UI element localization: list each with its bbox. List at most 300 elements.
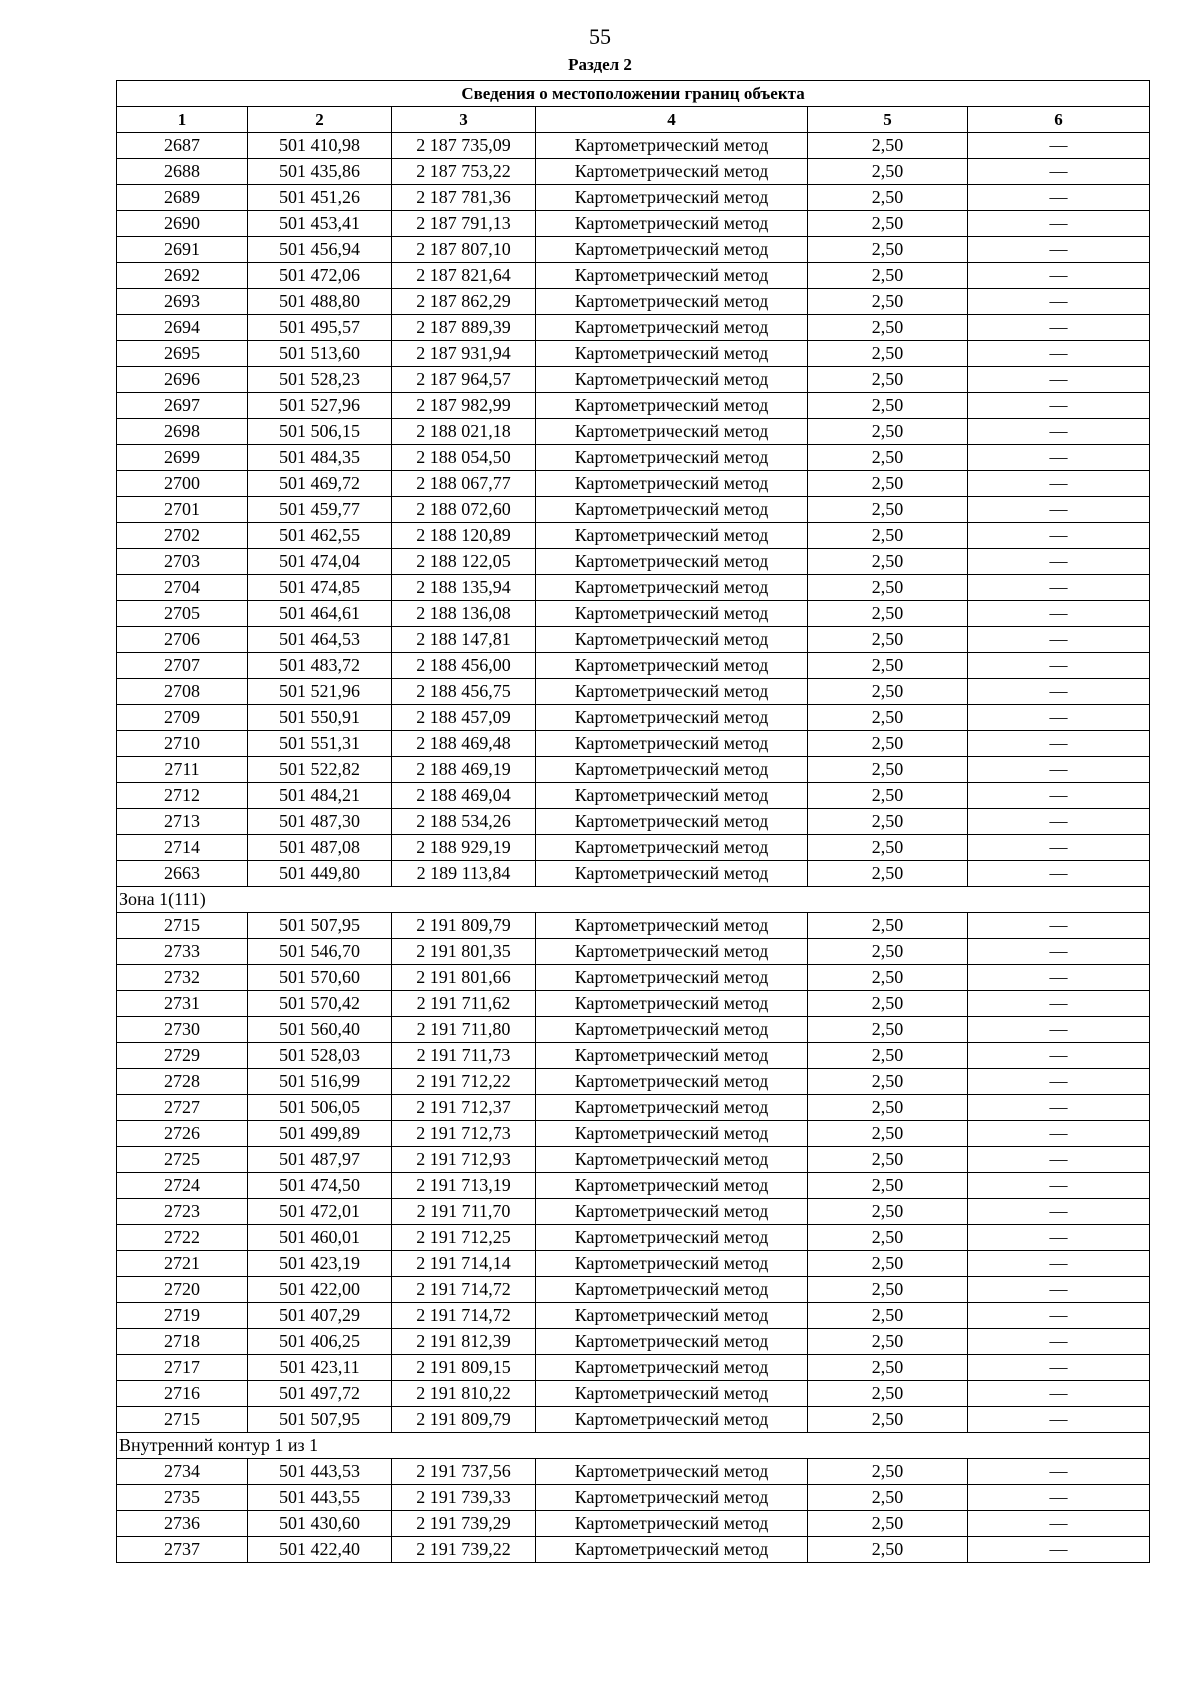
accuracy-cell: 2,50 — [808, 523, 968, 549]
description-cell: — — [968, 1511, 1150, 1537]
table-row — [117, 1017, 1150, 1043]
accuracy-cell: 2,50 — [808, 1173, 968, 1199]
method-cell: Картометрический метод — [536, 211, 808, 237]
x-coordinate-cell: 501 570,60 — [248, 965, 392, 991]
x-coordinate-cell: 501 499,89 — [248, 1121, 392, 1147]
table-row — [117, 1329, 1150, 1355]
y-coordinate-cell: 2 191 812,39 — [392, 1329, 536, 1355]
method-cell: Картометрический метод — [536, 1511, 808, 1537]
point-number-cell: 2723 — [117, 1199, 248, 1225]
table-row — [117, 1225, 1150, 1251]
table-row — [117, 367, 1150, 393]
description-cell: — — [968, 393, 1150, 419]
point-number-cell: 2695 — [117, 341, 248, 367]
y-coordinate-cell: 2 188 136,08 — [392, 601, 536, 627]
point-number-cell: 2710 — [117, 731, 248, 757]
column-header: 6 — [968, 107, 1150, 133]
method-cell: Картометрический метод — [536, 419, 808, 445]
method-cell: Картометрический метод — [536, 601, 808, 627]
x-coordinate-cell: 501 550,91 — [248, 705, 392, 731]
description-cell: — — [968, 1043, 1150, 1069]
description-cell: — — [968, 471, 1150, 497]
accuracy-cell: 2,50 — [808, 393, 968, 419]
accuracy-cell: 2,50 — [808, 1069, 968, 1095]
x-coordinate-cell: 501 497,72 — [248, 1381, 392, 1407]
table-row — [117, 159, 1150, 185]
table-row — [117, 757, 1150, 783]
description-cell: — — [968, 1381, 1150, 1407]
table-row — [117, 809, 1150, 835]
description-cell: — — [968, 783, 1150, 809]
description-cell: — — [968, 653, 1150, 679]
x-coordinate-cell: 501 551,31 — [248, 731, 392, 757]
method-cell: Картометрический метод — [536, 627, 808, 653]
x-coordinate-cell: 501 507,95 — [248, 913, 392, 939]
x-coordinate-cell: 501 560,40 — [248, 1017, 392, 1043]
column-header: 4 — [536, 107, 808, 133]
table-row — [117, 393, 1150, 419]
table-caption-row — [117, 81, 1150, 107]
x-coordinate-cell: 501 546,70 — [248, 939, 392, 965]
boundary-coordinates-table — [116, 80, 1150, 1563]
method-cell: Картометрический метод — [536, 1225, 808, 1251]
y-coordinate-cell: 2 188 021,18 — [392, 419, 536, 445]
table-body — [117, 133, 1150, 1563]
description-cell: — — [968, 263, 1150, 289]
accuracy-cell: 2,50 — [808, 965, 968, 991]
x-coordinate-cell: 501 453,41 — [248, 211, 392, 237]
x-coordinate-cell: 501 488,80 — [248, 289, 392, 315]
description-cell: — — [968, 1537, 1150, 1563]
y-coordinate-cell: 2 188 469,19 — [392, 757, 536, 783]
table-row — [117, 861, 1150, 887]
table-row — [117, 939, 1150, 965]
table-row — [117, 1407, 1150, 1433]
x-coordinate-cell: 501 422,40 — [248, 1537, 392, 1563]
y-coordinate-cell: 2 188 534,26 — [392, 809, 536, 835]
y-coordinate-cell: 2 191 810,22 — [392, 1381, 536, 1407]
table-row — [117, 289, 1150, 315]
zone-label-row — [117, 887, 1150, 913]
description-cell: — — [968, 497, 1150, 523]
x-coordinate-cell: 501 495,57 — [248, 315, 392, 341]
y-coordinate-cell: 2 188 122,05 — [392, 549, 536, 575]
table-row — [117, 549, 1150, 575]
y-coordinate-cell: 2 188 457,09 — [392, 705, 536, 731]
method-cell: Картометрический метод — [536, 1329, 808, 1355]
x-coordinate-cell: 501 570,42 — [248, 991, 392, 1017]
y-coordinate-cell: 2 191 711,73 — [392, 1043, 536, 1069]
point-number-cell: 2692 — [117, 263, 248, 289]
point-number-cell: 2694 — [117, 315, 248, 341]
y-coordinate-cell: 2 191 712,25 — [392, 1225, 536, 1251]
y-coordinate-cell: 2 187 821,64 — [392, 263, 536, 289]
description-cell: — — [968, 1407, 1150, 1433]
accuracy-cell: 2,50 — [808, 757, 968, 783]
y-coordinate-cell: 2 191 801,66 — [392, 965, 536, 991]
table-row — [117, 601, 1150, 627]
accuracy-cell: 2,50 — [808, 445, 968, 471]
method-cell: Картометрический метод — [536, 523, 808, 549]
point-number-cell: 2733 — [117, 939, 248, 965]
method-cell: Картометрический метод — [536, 809, 808, 835]
method-cell: Картометрический метод — [536, 1381, 808, 1407]
description-cell: — — [968, 627, 1150, 653]
description-cell: — — [968, 1225, 1150, 1251]
accuracy-cell: 2,50 — [808, 913, 968, 939]
method-cell: Картометрический метод — [536, 1407, 808, 1433]
method-cell: Картометрический метод — [536, 731, 808, 757]
point-number-cell: 2691 — [117, 237, 248, 263]
point-number-cell: 2704 — [117, 575, 248, 601]
point-number-cell: 2718 — [117, 1329, 248, 1355]
method-cell: Картометрический метод — [536, 757, 808, 783]
accuracy-cell: 2,50 — [808, 1407, 968, 1433]
description-cell: — — [968, 1355, 1150, 1381]
accuracy-cell: 2,50 — [808, 1147, 968, 1173]
table-row — [117, 653, 1150, 679]
point-number-cell: 2707 — [117, 653, 248, 679]
x-coordinate-cell: 501 464,61 — [248, 601, 392, 627]
method-cell: Картометрический метод — [536, 289, 808, 315]
description-cell: — — [968, 289, 1150, 315]
y-coordinate-cell: 2 188 456,75 — [392, 679, 536, 705]
y-coordinate-cell: 2 187 982,99 — [392, 393, 536, 419]
x-coordinate-cell: 501 528,03 — [248, 1043, 392, 1069]
table-row — [117, 185, 1150, 211]
point-number-cell: 2715 — [117, 913, 248, 939]
method-cell: Картометрический метод — [536, 393, 808, 419]
x-coordinate-cell: 501 522,82 — [248, 757, 392, 783]
y-coordinate-cell: 2 187 735,09 — [392, 133, 536, 159]
description-cell: — — [968, 679, 1150, 705]
description-cell: — — [968, 367, 1150, 393]
method-cell: Картометрический метод — [536, 939, 808, 965]
accuracy-cell: 2,50 — [808, 263, 968, 289]
point-number-cell: 2714 — [117, 835, 248, 861]
point-number-cell: 2708 — [117, 679, 248, 705]
y-coordinate-cell: 2 191 714,14 — [392, 1251, 536, 1277]
point-number-cell: 2716 — [117, 1381, 248, 1407]
x-coordinate-cell: 501 487,08 — [248, 835, 392, 861]
point-number-cell: 2721 — [117, 1251, 248, 1277]
description-cell: — — [968, 965, 1150, 991]
accuracy-cell: 2,50 — [808, 1095, 968, 1121]
description-cell: — — [968, 1017, 1150, 1043]
x-coordinate-cell: 501 407,29 — [248, 1303, 392, 1329]
method-cell: Картометрический метод — [536, 549, 808, 575]
page-number: 55 — [589, 24, 611, 49]
x-coordinate-cell: 501 487,97 — [248, 1147, 392, 1173]
method-cell: Картометрический метод — [536, 965, 808, 991]
point-number-cell: 2713 — [117, 809, 248, 835]
y-coordinate-cell: 2 188 067,77 — [392, 471, 536, 497]
point-number-cell: 2689 — [117, 185, 248, 211]
description-cell: — — [968, 1459, 1150, 1485]
point-number-cell: 2705 — [117, 601, 248, 627]
x-coordinate-cell: 501 406,25 — [248, 1329, 392, 1355]
table-row — [117, 1355, 1150, 1381]
method-cell: Картометрический метод — [536, 575, 808, 601]
accuracy-cell: 2,50 — [808, 1303, 968, 1329]
y-coordinate-cell: 2 187 889,39 — [392, 315, 536, 341]
accuracy-cell: 2,50 — [808, 731, 968, 757]
x-coordinate-cell: 501 422,00 — [248, 1277, 392, 1303]
point-number-cell: 2706 — [117, 627, 248, 653]
point-number-cell: 2709 — [117, 705, 248, 731]
x-coordinate-cell: 501 464,53 — [248, 627, 392, 653]
point-number-cell: 2690 — [117, 211, 248, 237]
y-coordinate-cell: 2 188 072,60 — [392, 497, 536, 523]
table-row — [117, 575, 1150, 601]
y-coordinate-cell: 2 191 712,73 — [392, 1121, 536, 1147]
point-number-cell: 2727 — [117, 1095, 248, 1121]
x-coordinate-cell: 501 506,05 — [248, 1095, 392, 1121]
table-row — [117, 1251, 1150, 1277]
description-cell: — — [968, 861, 1150, 887]
y-coordinate-cell: 2 188 469,48 — [392, 731, 536, 757]
point-number-cell: 2703 — [117, 549, 248, 575]
table-row — [117, 627, 1150, 653]
description-cell: — — [968, 1277, 1150, 1303]
description-cell: — — [968, 419, 1150, 445]
table-row — [117, 1043, 1150, 1069]
point-number-cell: 2725 — [117, 1147, 248, 1173]
y-coordinate-cell: 2 191 739,22 — [392, 1537, 536, 1563]
method-cell: Картометрический метод — [536, 1277, 808, 1303]
table-row — [117, 1069, 1150, 1095]
method-cell: Картометрический метод — [536, 237, 808, 263]
table-row — [117, 1537, 1150, 1563]
x-coordinate-cell: 501 484,35 — [248, 445, 392, 471]
description-cell: — — [968, 211, 1150, 237]
method-cell: Картометрический метод — [536, 1017, 808, 1043]
accuracy-cell: 2,50 — [808, 1199, 968, 1225]
point-number-cell: 2735 — [117, 1485, 248, 1511]
table-row — [117, 419, 1150, 445]
point-number-cell: 2701 — [117, 497, 248, 523]
description-cell: — — [968, 1069, 1150, 1095]
x-coordinate-cell: 501 449,80 — [248, 861, 392, 887]
accuracy-cell: 2,50 — [808, 211, 968, 237]
description-cell: — — [968, 1147, 1150, 1173]
accuracy-cell: 2,50 — [808, 315, 968, 341]
accuracy-cell: 2,50 — [808, 861, 968, 887]
description-cell: — — [968, 549, 1150, 575]
y-coordinate-cell: 2 188 469,04 — [392, 783, 536, 809]
table-row — [117, 445, 1150, 471]
description-cell: — — [968, 1251, 1150, 1277]
y-coordinate-cell: 2 187 862,29 — [392, 289, 536, 315]
point-number-cell: 2700 — [117, 471, 248, 497]
table-row — [117, 133, 1150, 159]
x-coordinate-cell: 501 513,60 — [248, 341, 392, 367]
y-coordinate-cell: 2 191 739,33 — [392, 1485, 536, 1511]
y-coordinate-cell: 2 191 801,35 — [392, 939, 536, 965]
y-coordinate-cell: 2 191 714,72 — [392, 1303, 536, 1329]
column-header: 1 — [117, 107, 248, 133]
y-coordinate-cell: 2 188 929,19 — [392, 835, 536, 861]
accuracy-cell: 2,50 — [808, 939, 968, 965]
y-coordinate-cell: 2 191 712,37 — [392, 1095, 536, 1121]
method-cell: Картометрический метод — [536, 1173, 808, 1199]
column-header-row — [117, 107, 1150, 133]
table-row — [117, 1095, 1150, 1121]
method-cell: Картометрический метод — [536, 1537, 808, 1563]
description-cell: — — [968, 731, 1150, 757]
y-coordinate-cell: 2 191 712,22 — [392, 1069, 536, 1095]
description-cell: — — [968, 1121, 1150, 1147]
accuracy-cell: 2,50 — [808, 1537, 968, 1563]
accuracy-cell: 2,50 — [808, 679, 968, 705]
accuracy-cell: 2,50 — [808, 627, 968, 653]
table-row — [117, 1121, 1150, 1147]
description-cell: — — [968, 809, 1150, 835]
method-cell: Картометрический метод — [536, 991, 808, 1017]
y-coordinate-cell: 2 187 781,36 — [392, 185, 536, 211]
accuracy-cell: 2,50 — [808, 419, 968, 445]
description-cell: — — [968, 237, 1150, 263]
zone-label: Зона 1(111) — [117, 887, 1150, 913]
description-cell: — — [968, 185, 1150, 211]
accuracy-cell: 2,50 — [808, 1511, 968, 1537]
section-title: Раздел 2 — [568, 55, 632, 74]
point-number-cell: 2702 — [117, 523, 248, 549]
y-coordinate-cell: 2 187 964,57 — [392, 367, 536, 393]
accuracy-cell: 2,50 — [808, 783, 968, 809]
table-row — [117, 315, 1150, 341]
accuracy-cell: 2,50 — [808, 497, 968, 523]
table-row — [117, 679, 1150, 705]
method-cell: Картометрический метод — [536, 1095, 808, 1121]
y-coordinate-cell: 2 187 753,22 — [392, 159, 536, 185]
y-coordinate-cell: 2 189 113,84 — [392, 861, 536, 887]
x-coordinate-cell: 501 410,98 — [248, 133, 392, 159]
point-number-cell: 2726 — [117, 1121, 248, 1147]
point-number-cell: 2728 — [117, 1069, 248, 1095]
y-coordinate-cell: 2 191 712,93 — [392, 1147, 536, 1173]
description-cell: — — [968, 1199, 1150, 1225]
table-row — [117, 263, 1150, 289]
method-cell: Картометрический метод — [536, 1303, 808, 1329]
method-cell: Картометрический метод — [536, 159, 808, 185]
table-row — [117, 1303, 1150, 1329]
method-cell: Картометрический метод — [536, 471, 808, 497]
point-number-cell: 2697 — [117, 393, 248, 419]
accuracy-cell: 2,50 — [808, 289, 968, 315]
column-header: 3 — [392, 107, 536, 133]
table-row — [117, 1173, 1150, 1199]
point-number-cell: 2737 — [117, 1537, 248, 1563]
y-coordinate-cell: 2 187 807,10 — [392, 237, 536, 263]
accuracy-cell: 2,50 — [808, 1355, 968, 1381]
method-cell: Картометрический метод — [536, 913, 808, 939]
accuracy-cell: 2,50 — [808, 471, 968, 497]
x-coordinate-cell: 501 460,01 — [248, 1225, 392, 1251]
method-cell: Картометрический метод — [536, 315, 808, 341]
y-coordinate-cell: 2 188 135,94 — [392, 575, 536, 601]
accuracy-cell: 2,50 — [808, 1225, 968, 1251]
y-coordinate-cell: 2 191 739,29 — [392, 1511, 536, 1537]
column-header: 5 — [808, 107, 968, 133]
description-cell: — — [968, 835, 1150, 861]
description-cell: — — [968, 341, 1150, 367]
table-row — [117, 237, 1150, 263]
point-number-cell: 2711 — [117, 757, 248, 783]
point-number-cell: 2698 — [117, 419, 248, 445]
description-cell: — — [968, 1485, 1150, 1511]
table-row — [117, 497, 1150, 523]
x-coordinate-cell: 501 423,19 — [248, 1251, 392, 1277]
x-coordinate-cell: 501 487,30 — [248, 809, 392, 835]
accuracy-cell: 2,50 — [808, 133, 968, 159]
point-number-cell: 2719 — [117, 1303, 248, 1329]
table-row — [117, 1381, 1150, 1407]
table-row — [117, 965, 1150, 991]
table-caption: Сведения о местоположении границ объекта — [117, 81, 1150, 107]
description-cell: — — [968, 991, 1150, 1017]
table-row — [117, 211, 1150, 237]
x-coordinate-cell: 501 484,21 — [248, 783, 392, 809]
column-header: 2 — [248, 107, 392, 133]
x-coordinate-cell: 501 472,06 — [248, 263, 392, 289]
point-number-cell: 2731 — [117, 991, 248, 1017]
y-coordinate-cell: 2 188 120,89 — [392, 523, 536, 549]
accuracy-cell: 2,50 — [808, 1277, 968, 1303]
description-cell: — — [968, 705, 1150, 731]
y-coordinate-cell: 2 188 147,81 — [392, 627, 536, 653]
accuracy-cell: 2,50 — [808, 185, 968, 211]
x-coordinate-cell: 501 472,01 — [248, 1199, 392, 1225]
y-coordinate-cell: 2 191 711,70 — [392, 1199, 536, 1225]
point-number-cell: 2687 — [117, 133, 248, 159]
x-coordinate-cell: 501 528,23 — [248, 367, 392, 393]
accuracy-cell: 2,50 — [808, 237, 968, 263]
x-coordinate-cell: 501 435,86 — [248, 159, 392, 185]
table-row — [117, 471, 1150, 497]
method-cell: Картометрический метод — [536, 341, 808, 367]
point-number-cell: 2715 — [117, 1407, 248, 1433]
table-row — [117, 1147, 1150, 1173]
point-number-cell: 2734 — [117, 1459, 248, 1485]
y-coordinate-cell: 2 191 713,19 — [392, 1173, 536, 1199]
table-row — [117, 523, 1150, 549]
description-cell: — — [968, 757, 1150, 783]
accuracy-cell: 2,50 — [808, 159, 968, 185]
description-cell: — — [968, 133, 1150, 159]
description-cell: — — [968, 939, 1150, 965]
accuracy-cell: 2,50 — [808, 1017, 968, 1043]
x-coordinate-cell: 501 469,72 — [248, 471, 392, 497]
accuracy-cell: 2,50 — [808, 809, 968, 835]
accuracy-cell: 2,50 — [808, 575, 968, 601]
description-cell: — — [968, 445, 1150, 471]
description-cell: — — [968, 1173, 1150, 1199]
description-cell: — — [968, 913, 1150, 939]
x-coordinate-cell: 501 430,60 — [248, 1511, 392, 1537]
y-coordinate-cell: 2 191 809,79 — [392, 1407, 536, 1433]
description-cell: — — [968, 575, 1150, 601]
table-row — [117, 1511, 1150, 1537]
x-coordinate-cell: 501 459,77 — [248, 497, 392, 523]
y-coordinate-cell: 2 191 711,80 — [392, 1017, 536, 1043]
point-number-cell: 2717 — [117, 1355, 248, 1381]
method-cell: Картометрический метод — [536, 1199, 808, 1225]
point-number-cell: 2688 — [117, 159, 248, 185]
point-number-cell: 2722 — [117, 1225, 248, 1251]
point-number-cell: 2712 — [117, 783, 248, 809]
point-number-cell: 2699 — [117, 445, 248, 471]
